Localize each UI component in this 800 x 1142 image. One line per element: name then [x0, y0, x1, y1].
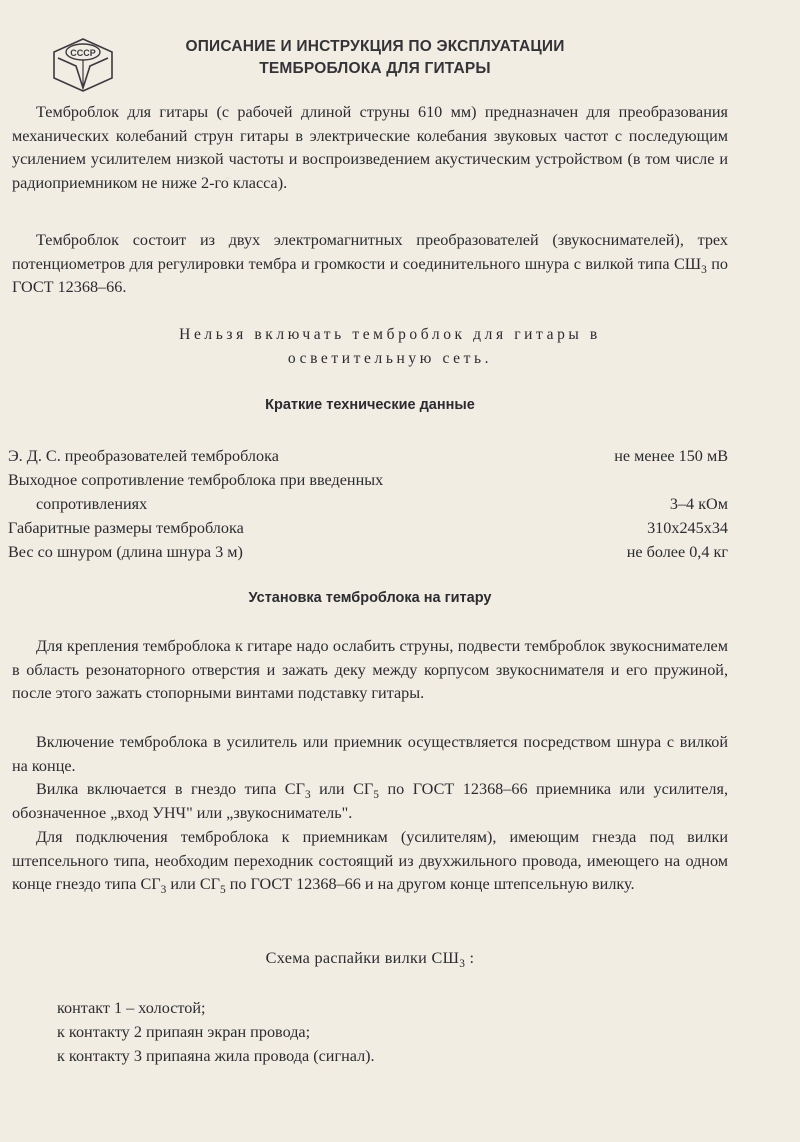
- install-p4-b: или СГ: [166, 875, 220, 893]
- logo-text: СССР: [70, 48, 96, 58]
- spec-row: [8, 492, 728, 516]
- install-paragraph-2: Включение темброблока в усилитель или приемник осуществляется посредством шнура с вилкой на конце.: [12, 733, 728, 775]
- spec-row: [8, 516, 728, 540]
- spec-value: не менее 150 мВ: [614, 447, 728, 465]
- document-title: [125, 36, 625, 80]
- list-item: контакт 1 – холостой;: [57, 999, 206, 1017]
- specs-heading: Краткие технические данные: [265, 397, 475, 413]
- install-heading: Установка темброблока на гитару: [248, 590, 492, 606]
- scheme-heading-tail: :: [465, 949, 475, 967]
- intro-p2-tail: по ГОСТ 12368–66.: [12, 254, 728, 296]
- spec-value: 310x245x34: [647, 519, 728, 537]
- install-p4-sub1: 3: [160, 884, 167, 897]
- spec-label: Вес со шнуром (длина шнура 3 м): [8, 543, 243, 561]
- install-p3-sub2: 5: [373, 789, 379, 802]
- spec-label: Выходное сопротивление темброблока при введенных: [8, 471, 384, 489]
- install-paragraph-3: [12, 778, 728, 825]
- install-p4-c: по ГОСТ 12368–66 и на другом конце штепсельную вилку.: [225, 875, 635, 893]
- install-p4-sub2: 5: [219, 884, 226, 897]
- intro-paragraph-1: Темброблок для гитары (с рабочей длиной струны 610 мм) предназначен для преобразования механических колебаний струн гитары в электрические колебания звуковых частот с последующим усилением усилителем низкой частоты и воспроизведением акустическим устройством (в том числе и радиоприемником не ниже 2-го класса).: [12, 103, 728, 192]
- spec-label: Габаритные размеры темброблока: [8, 519, 244, 537]
- install-p3-sub1: 3: [304, 789, 311, 802]
- list-item: к контакту 3 припаяна жила провода (сигнал).: [57, 1047, 375, 1065]
- spec-row: [8, 540, 728, 564]
- quality-mark-icon: [50, 36, 116, 94]
- wiring-scheme-heading: [0, 949, 740, 971]
- intro-paragraph-2: [12, 229, 728, 300]
- install-p3-c: по ГОСТ 12368–66 приемника или усилителя, обозначенное „вход УНЧ" или „звукосниматель".: [12, 780, 729, 822]
- title-line-2: ТЕМБРОБЛОКА ДЛЯ ГИТАРЫ: [259, 60, 491, 77]
- install-p3-b: или СГ: [310, 780, 374, 798]
- scheme-heading-sub: 3: [459, 958, 466, 971]
- spec-row: [8, 468, 728, 492]
- warning-line-2: осветительную сеть.: [287, 350, 493, 367]
- soviet-quality-mark-logo: [50, 36, 116, 94]
- spec-label: сопротивлениях: [36, 495, 148, 513]
- list-item: к контакту 2 припаян экран провода;: [57, 1023, 311, 1041]
- install-paragraph-4: [12, 826, 728, 897]
- install-p3-a: Вилка включается в гнездо типа СГ: [36, 780, 305, 798]
- spec-row: [8, 444, 728, 468]
- install-p4-a: Для подключения темброблока к приемникам (усилителям), имеющим гнезда под вилки штепсельного типа, необходим переходник состоящий из двухжильного провода, имеющего на одном конце гнездо типа СГ: [12, 828, 728, 893]
- intro-p2-sub: 3: [701, 263, 707, 276]
- title-line-1: ОПИСАНИЕ И ИНСТРУКЦИЯ ПО ЭКСПЛУАТАЦИИ: [185, 38, 565, 55]
- spec-value: не более 0,4 кг: [626, 543, 728, 561]
- spec-label: Э. Д. С. преобразователей темброблока: [8, 447, 279, 465]
- scheme-heading-text: Схема распайки вилки СШ: [265, 949, 460, 967]
- spec-value: 3–4 кОм: [669, 495, 728, 513]
- warning-line-1: Нельзя включать темброблок для гитары в: [179, 326, 601, 343]
- install-paragraph-1: Для крепления темброблока к гитаре надо ослабить струны, подвести темброблок звукоснимателем в область резонаторного отверстия и зажать деку между корпусом звукоснимателя и его пружиной, после этого зажать стопорными винтами подставку гитары.: [12, 637, 728, 702]
- specs-table: [8, 444, 728, 564]
- wiring-contacts-list: [57, 996, 375, 1068]
- safety-warning: [60, 323, 720, 371]
- intro-p2-text: Темброблок состоит из двух электромагнитных преобразователей (звукоснимателей), трех потенциометров для регулировки тембра и громкости и соединительного шнура с вилкой типа СШ: [12, 231, 728, 273]
